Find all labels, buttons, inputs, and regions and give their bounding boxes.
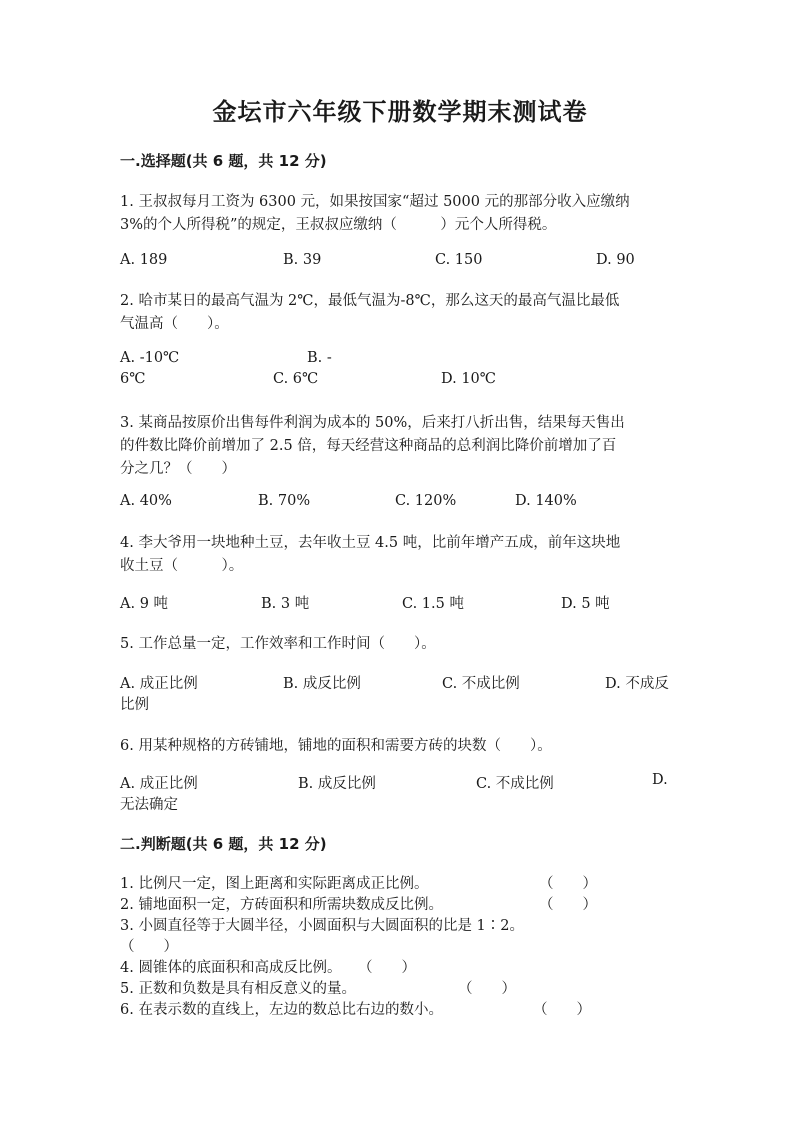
question-5-option-d[interactable]: D. 不成反 xyxy=(605,676,669,692)
judge-item-5: 5. 正数和负数是具有相反意义的量。 xyxy=(120,981,356,997)
question-3-option-a[interactable]: A. 40% xyxy=(120,493,172,509)
question-6-option-b[interactable]: B. 成反比例 xyxy=(298,776,376,792)
section-heading-choice: 一.选择题(共 6 题，共 12 分) xyxy=(120,152,327,170)
question-3-option-d[interactable]: D. 140% xyxy=(515,493,577,509)
judge-item-1: 1. 比例尺一定，图上距离和实际距离成正比例。 xyxy=(120,876,429,892)
question-2-line-2: 气温高（ ）。 xyxy=(120,316,229,332)
question-2-option-b-cont: 6℃ xyxy=(120,371,146,387)
question-3-option-c[interactable]: C. 120% xyxy=(395,493,457,509)
question-1-option-d[interactable]: D. 90 xyxy=(596,252,635,268)
question-6-option-c[interactable]: C. 不成比例 xyxy=(476,776,554,792)
question-6-option-d-cont: 无法确定 xyxy=(120,797,178,813)
judge-item-3-answer[interactable]: （ ） xyxy=(120,939,178,955)
question-2-option-a[interactable]: A. -10℃ xyxy=(120,350,180,366)
question-1-option-a[interactable]: A. 189 xyxy=(120,252,168,268)
question-3-line-2: 的件数比降价前增加了 2.5 倍，每天经营这种商品的总利润比降价前增加了百 xyxy=(120,438,617,454)
question-6-line-1: 6. 用某种规格的方砖铺地，铺地的面积和需要方砖的块数（ ）。 xyxy=(120,738,552,754)
judge-item-5-answer[interactable]: （ ） xyxy=(458,981,516,997)
page-title: 金坛市六年级下册数学期末测试卷 xyxy=(212,98,588,126)
judge-item-3: 3. 小圆直径等于大圆半径，小圆面积与大圆面积的比是 1∶2。 xyxy=(120,918,525,934)
judge-item-4-answer[interactable]: （ ） xyxy=(358,960,416,976)
question-2-option-b[interactable]: B. - xyxy=(307,350,332,366)
question-1-line-1: 1. 王叔叔每月工资为 6300 元，如果按国家“超过 5000 元的那部分收入应缴纳 xyxy=(120,194,630,210)
judge-item-1-answer[interactable]: （ ） xyxy=(539,876,597,892)
question-6-option-a[interactable]: A. 成正比例 xyxy=(120,776,198,792)
judge-item-2: 2. 铺地面积一定，方砖面积和所需块数成反比例。 xyxy=(120,897,443,913)
question-1-line-2: 3%的个人所得税”的规定，王叔叔应缴纳（ ）元个人所得税。 xyxy=(120,217,557,233)
question-5-option-c[interactable]: C. 不成比例 xyxy=(442,676,520,692)
question-4-line-2: 收土豆（ ）。 xyxy=(120,558,244,574)
question-2-line-1: 2. 哈市某日的最高气温为 2℃，最低气温为-8℃，那么这天的最高气温比最低 xyxy=(120,293,620,309)
judge-item-4: 4. 圆锥体的底面积和高成反比例。 xyxy=(120,960,342,976)
question-3-line-3: 分之几？（ ） xyxy=(120,461,236,477)
judge-item-6-answer[interactable]: （ ） xyxy=(533,1002,591,1018)
question-1-option-c[interactable]: C. 150 xyxy=(435,252,483,268)
question-4-option-a[interactable]: A. 9 吨 xyxy=(120,596,169,612)
question-5-option-d-cont: 比例 xyxy=(120,697,149,713)
question-4-option-c[interactable]: C. 1.5 吨 xyxy=(402,596,464,612)
question-5-line-1: 5. 工作总量一定，工作效率和工作时间（ ）。 xyxy=(120,636,436,652)
question-5-option-a[interactable]: A. 成正比例 xyxy=(120,676,198,692)
question-2-option-c[interactable]: C. 6℃ xyxy=(273,371,319,387)
question-3-line-1: 3. 某商品按原价出售每件利润为成本的 50%，后来打八折出售，结果每天售出 xyxy=(120,415,625,431)
judge-item-2-answer[interactable]: （ ） xyxy=(539,897,597,913)
question-6-option-d[interactable]: D. xyxy=(652,772,668,788)
question-4-option-d[interactable]: D. 5 吨 xyxy=(561,596,610,612)
question-4-line-1: 4. 李大爷用一块地种土豆，去年收土豆 4.5 吨，比前年增产五成，前年这块地 xyxy=(120,535,621,551)
question-5-option-b[interactable]: B. 成反比例 xyxy=(283,676,361,692)
question-4-option-b[interactable]: B. 3 吨 xyxy=(261,596,310,612)
judge-item-6: 6. 在表示数的直线上，左边的数总比右边的数小。 xyxy=(120,1002,443,1018)
question-1-option-b[interactable]: B. 39 xyxy=(283,252,322,268)
question-2-option-d[interactable]: D. 10℃ xyxy=(441,371,496,387)
question-3-option-b[interactable]: B. 70% xyxy=(258,493,311,509)
section-heading-judge: 二.判断题(共 6 题，共 12 分) xyxy=(120,835,327,853)
